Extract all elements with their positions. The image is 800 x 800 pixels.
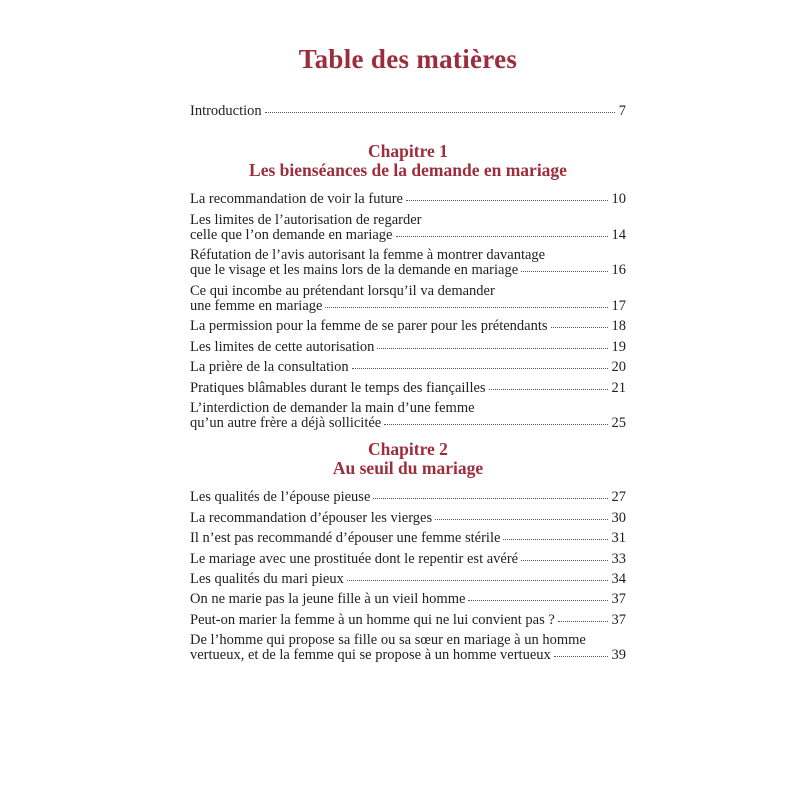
- entry-last-line: [190, 648, 626, 663]
- page-number: 39: [611, 647, 626, 664]
- dot-leader: [503, 539, 607, 540]
- page-number: 18: [611, 318, 626, 335]
- dot-leader: [551, 327, 608, 328]
- page-number: 14: [611, 226, 626, 243]
- entry-label: Introduction: [190, 103, 262, 119]
- entry-last-line: [190, 552, 626, 567]
- page-number: 37: [611, 611, 626, 628]
- entry-last-line: [190, 592, 626, 607]
- page-number: 27: [611, 489, 626, 506]
- page-number: 10: [611, 191, 626, 208]
- entry-last-line: [190, 490, 626, 505]
- dot-leader: [377, 348, 607, 349]
- entry-label: Le mariage avec une prostituée dont le repentir est avéré: [190, 550, 519, 567]
- entry-label: L’interdiction de demander la main d’une femme: [190, 399, 475, 416]
- entry-label: Ce qui incombe au prétendant lorsqu’il va demander: [190, 282, 495, 299]
- dot-leader: [384, 424, 607, 425]
- entry-last-line: [190, 228, 626, 243]
- page-number: 37: [611, 591, 626, 608]
- entry-label: Les limites de cette autorisation: [190, 338, 375, 355]
- chapter-subtitle: Au seuil du mariage: [332, 458, 484, 479]
- entry-last-line: [190, 572, 626, 587]
- toc-entry: [190, 531, 626, 546]
- page-number: 31: [611, 530, 626, 547]
- entry-last-line: [190, 263, 626, 278]
- page-number: 7: [618, 103, 626, 119]
- toc-entry: [190, 613, 626, 628]
- entry-last-line: [190, 531, 626, 546]
- entry-list: [190, 192, 626, 431]
- toc-entry: [190, 633, 626, 663]
- entry-label: Peut-on marier la femme à un homme qui ne lui convient pas ?: [190, 611, 555, 628]
- entry-list: [190, 490, 626, 663]
- dot-leader: [373, 498, 607, 499]
- chapter-section: [190, 440, 626, 663]
- entry-label: Les qualités de l’épouse pieuse: [190, 489, 371, 506]
- chapter-subtitle: Les bienséances de la demande en mariage: [249, 160, 567, 181]
- chapter-section: [190, 142, 626, 431]
- entry-last-line: [190, 319, 626, 334]
- toc-entry: [190, 248, 626, 278]
- entry-last-line: [190, 511, 626, 526]
- toc-entry: [190, 319, 626, 334]
- dot-leader: [325, 307, 607, 308]
- entry-label: Réfutation de l’avis autorisant la femme à montrer davantage: [190, 247, 546, 264]
- toc-entry: [190, 360, 626, 375]
- page-number: 19: [611, 338, 626, 355]
- entry-last-line: [190, 299, 626, 314]
- entry-label: Il n’est pas recommandé d’épouser une femme stérile: [190, 530, 501, 547]
- entry-label: vertueux, et de la femme qui se propose à un homme vertueux: [190, 647, 551, 664]
- entry-last-line: [190, 416, 626, 431]
- page-number: 25: [611, 415, 626, 432]
- dot-leader: [554, 656, 608, 657]
- toc-entry: [190, 284, 626, 314]
- chapter-heading: [190, 440, 626, 478]
- toc-entry: [190, 213, 626, 243]
- page-number: 33: [611, 550, 626, 567]
- entry-label: Pratiques blâmables durant le temps des fiançailles: [190, 379, 486, 396]
- entry-last-line: [190, 613, 626, 628]
- toc-entry: [190, 401, 626, 431]
- dot-leader: [435, 519, 607, 520]
- toc-entry: [190, 192, 626, 207]
- chapter-title: Chapitre 2: [368, 439, 448, 460]
- toc-entry: [190, 592, 626, 607]
- page-number: 34: [611, 570, 626, 587]
- page-number: 20: [611, 359, 626, 376]
- toc-entry: [190, 340, 626, 355]
- toc-entry: [190, 490, 626, 505]
- chapter-heading: [190, 142, 626, 180]
- chapter-title: Chapitre 1: [368, 141, 448, 162]
- dot-leader: [347, 580, 608, 581]
- dot-leader: [558, 621, 608, 622]
- page-number: 16: [611, 262, 626, 279]
- dot-leader: [468, 600, 607, 601]
- toc-entry: [190, 572, 626, 587]
- dot-leader: [265, 112, 615, 113]
- entry-label: Les qualités du mari pieux: [190, 570, 344, 587]
- entry-label: La recommandation d’épouser les vierges: [190, 509, 433, 526]
- page-title: Table des matières: [298, 44, 518, 74]
- entry-last-line: [190, 192, 626, 207]
- entry-label: De l’homme qui propose sa fille ou sa sœur en mariage à un homme: [190, 632, 586, 649]
- page-number: 30: [611, 509, 626, 526]
- entry-last-line: [190, 360, 626, 375]
- entry-label: La prière de la consultation: [190, 359, 349, 376]
- sections: [190, 142, 626, 663]
- toc-content: [190, 44, 626, 669]
- dot-leader: [489, 389, 608, 390]
- entry-label: qu’un autre frère a déjà sollicitée: [190, 415, 382, 432]
- toc-entry: [190, 511, 626, 526]
- toc-entry: [190, 381, 626, 396]
- page-number: 17: [611, 297, 626, 314]
- entry-last-line: [190, 340, 626, 355]
- dot-leader: [406, 200, 608, 201]
- dot-leader: [396, 236, 608, 237]
- entry-label: La permission pour la femme de se parer pour les prétendants: [190, 318, 548, 335]
- page-number: 21: [611, 379, 626, 396]
- dot-leader: [521, 271, 607, 272]
- intro-entry: [190, 104, 626, 119]
- entry-label: La recommandation de voir la future: [190, 191, 403, 208]
- entry-label: Les limites de l’autorisation de regarder: [190, 211, 422, 228]
- entry-label: que le visage et les mains lors de la demande en mariage: [190, 262, 519, 279]
- entry-last-line: [190, 381, 626, 396]
- toc-entry: [190, 552, 626, 567]
- dot-leader: [352, 368, 608, 369]
- entry-label: celle que l’on demande en mariage: [190, 226, 393, 243]
- dot-leader: [521, 560, 607, 561]
- entry-label: On ne marie pas la jeune fille à un vieil homme: [190, 591, 466, 608]
- entry-label: une femme en mariage: [190, 297, 323, 314]
